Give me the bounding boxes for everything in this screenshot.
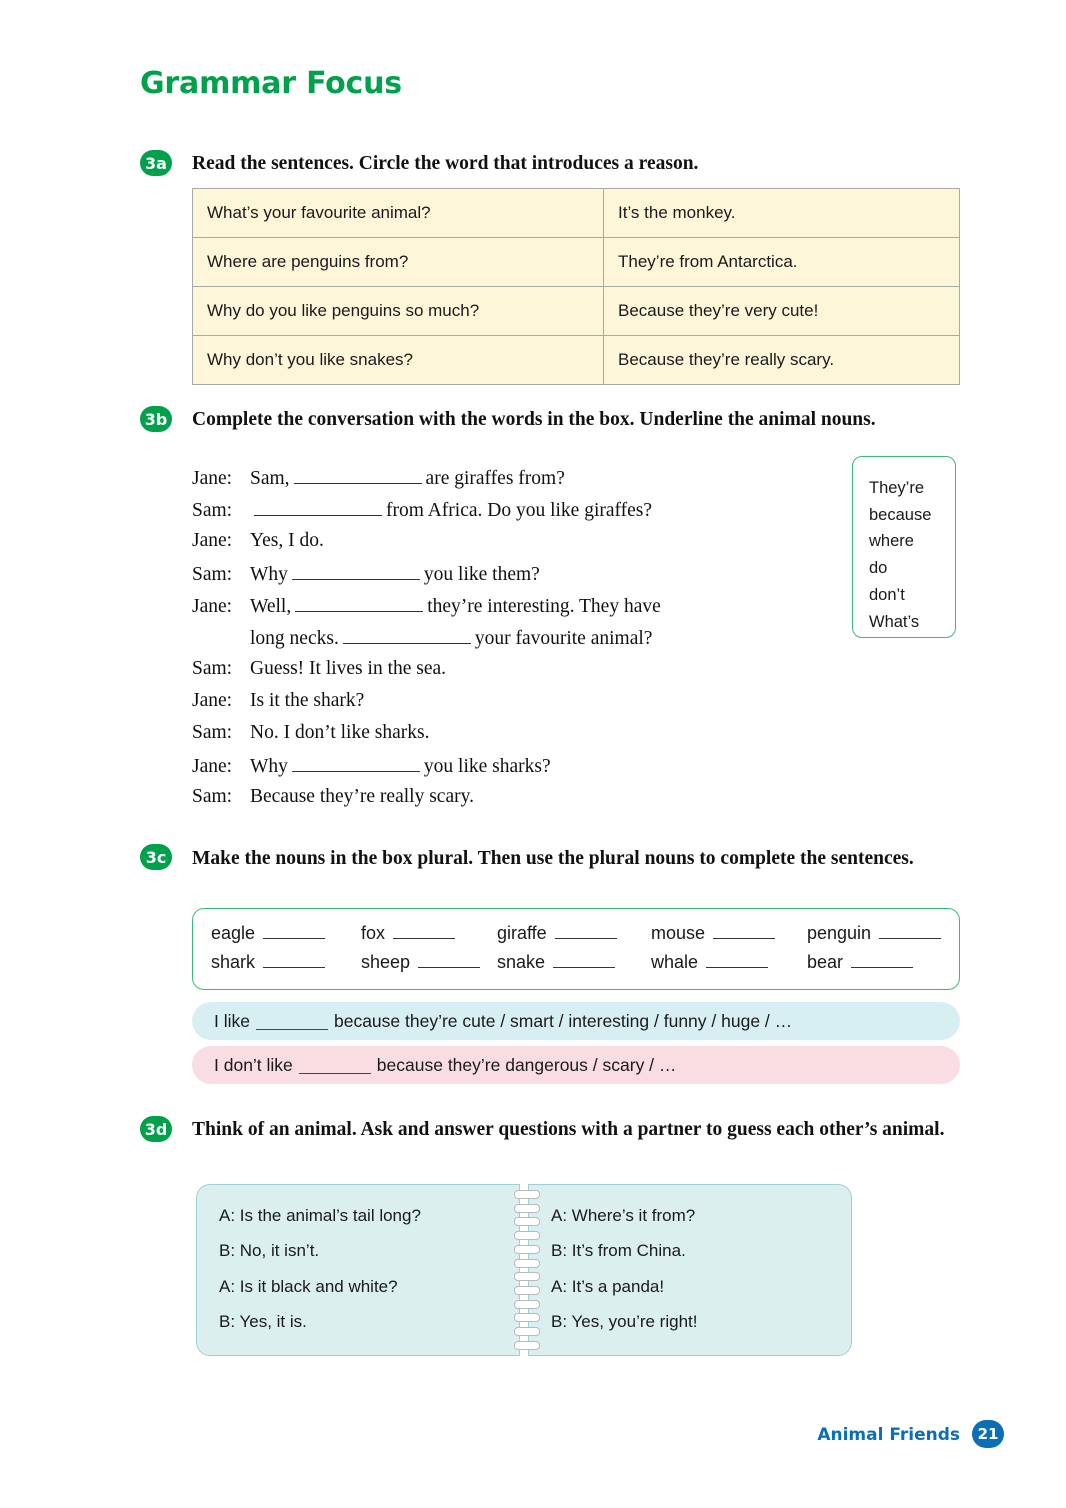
card-line: A: Where’s it from?	[551, 1206, 696, 1225]
exercise-badge-3d: 3d	[140, 1116, 172, 1142]
line-pre: Because they’re really scary.	[250, 786, 474, 807]
noun-item	[497, 921, 651, 944]
answer-blank[interactable]	[851, 950, 913, 968]
noun-row	[211, 921, 941, 950]
speaker-label: Jane:	[192, 596, 233, 617]
word-bank-item: because	[869, 505, 932, 524]
speaker-label: Sam:	[192, 500, 233, 521]
answer-blank[interactable]	[553, 950, 615, 968]
spiral-binding-icon	[514, 1190, 538, 1350]
footer-unit-label: Animal Friends	[817, 1425, 960, 1445]
noun-label: bear	[807, 952, 844, 972]
answer-blank[interactable]	[879, 921, 941, 939]
word-bank-item: They’re	[869, 479, 925, 497]
speaker-label: Jane:	[192, 530, 233, 551]
noun-label: shark	[211, 952, 256, 972]
exercise-badge-3b: 3b	[140, 406, 172, 432]
answer-blank[interactable]	[706, 950, 768, 968]
line-post: you like sharks?	[423, 756, 551, 777]
table-row	[193, 336, 960, 385]
line-post: are giraffes from?	[425, 468, 565, 489]
answer-blank[interactable]	[292, 754, 420, 772]
spiral-ring	[514, 1204, 540, 1213]
line-pre: Guess! It lives in the sea.	[250, 658, 447, 679]
answer-blank[interactable]	[294, 466, 422, 484]
word-bank-item: do	[869, 559, 888, 578]
noun-item	[211, 921, 361, 944]
dialogue-line	[192, 530, 661, 562]
answer-blank[interactable]	[418, 950, 480, 968]
card-line: B: No, it isn’t.	[219, 1241, 320, 1261]
answer-blank[interactable]	[256, 1012, 328, 1030]
line-pre: Well,	[250, 596, 292, 617]
answer-blank[interactable]	[299, 1056, 371, 1074]
answer-blank[interactable]	[292, 562, 420, 580]
noun-label: penguin	[806, 923, 872, 943]
spiral-ring	[514, 1217, 540, 1226]
speaker-label: Sam:	[192, 722, 233, 743]
line-pre: Why	[250, 756, 288, 777]
card-line: A: It’s a panda!	[551, 1276, 665, 1296]
qa-question: What’s your favourite animal?	[193, 189, 604, 238]
noun-row	[211, 950, 941, 979]
dialogue-line	[192, 754, 661, 786]
dialogue-line	[192, 626, 661, 658]
answer-blank[interactable]	[295, 594, 423, 612]
word-bank-3b	[852, 456, 956, 638]
spiral-ring	[514, 1327, 540, 1336]
noun-item	[807, 921, 941, 944]
qa-answer: Because they’re very cute!	[604, 287, 960, 336]
line-post: you like them?	[423, 564, 540, 585]
card-line: B: It’s from China.	[551, 1241, 686, 1261]
speaker-label: Sam:	[192, 786, 233, 807]
dialogue-line	[192, 658, 661, 690]
answer-blank[interactable]	[343, 626, 471, 644]
table-row	[193, 287, 960, 336]
spiral-ring	[514, 1272, 540, 1281]
line-pre: No. I don’t like sharks.	[250, 722, 430, 743]
line-post: from Africa. Do you like giraffes?	[386, 500, 653, 521]
line-pre: Is it the shark?	[250, 690, 365, 711]
speaker-label: Sam:	[192, 564, 233, 585]
table-row	[193, 189, 960, 238]
spiral-ring	[514, 1245, 540, 1254]
answer-blank[interactable]	[263, 950, 325, 968]
noun-item	[807, 950, 913, 973]
strip-post: because they’re dangerous / scary / …	[376, 1054, 677, 1075]
word-bank-item: where	[869, 532, 914, 551]
spiral-ring	[514, 1341, 540, 1350]
strip-pre: I like	[214, 1010, 250, 1031]
dialogue-line	[192, 722, 661, 754]
line-post: your favourite animal?	[474, 628, 653, 649]
line-pre: Yes, I do.	[250, 530, 324, 551]
card-line: B: Yes, it is.	[219, 1311, 307, 1331]
table-row	[193, 238, 960, 287]
answer-blank[interactable]	[555, 921, 617, 939]
answer-blank[interactable]	[713, 921, 775, 939]
noun-label: fox	[360, 923, 385, 943]
word-bank-item: don’t	[869, 585, 905, 604]
qa-answer: It’s the monkey.	[604, 189, 960, 238]
exercise-badge-3c: 3c	[140, 844, 172, 870]
strip-pre: I don’t like	[214, 1054, 293, 1075]
spiral-ring	[514, 1300, 540, 1309]
qa-answer: They’re from Antarctica.	[604, 238, 960, 287]
spiral-ring	[514, 1259, 540, 1268]
noun-label: sheep	[361, 952, 411, 972]
dialogue-line	[192, 690, 661, 722]
noun-label: snake	[497, 952, 546, 972]
noun-item	[651, 950, 807, 973]
qa-question: Where are penguins from?	[193, 238, 604, 287]
exercise-3c-instruction: Make the nouns in the box plural. Then use the plural nouns to complete the sentences.	[192, 848, 914, 869]
card-line: A: Is it black and white?	[219, 1276, 398, 1296]
line-pre: Why	[250, 564, 288, 585]
sentence-strip-dislike	[192, 1046, 960, 1084]
noun-label: mouse	[650, 923, 705, 943]
dialogue-card-right	[528, 1184, 852, 1356]
spiral-ring	[514, 1286, 540, 1295]
noun-label: whale	[651, 952, 699, 972]
noun-item	[211, 950, 361, 973]
line-pre: Sam,	[250, 468, 290, 489]
noun-item	[497, 950, 651, 973]
exercise-badge-3a: 3a	[140, 150, 172, 176]
dialogue-line	[192, 786, 661, 818]
exercise-3b-instruction: Complete the conversation with the words in the box. Underline the animal nouns.	[192, 409, 876, 430]
qa-question: Why don’t you like snakes?	[193, 336, 604, 385]
answer-blank[interactable]	[263, 921, 325, 939]
sentence-strip-like	[192, 1002, 960, 1040]
dialogue-card-left	[196, 1184, 520, 1356]
noun-item	[651, 921, 807, 944]
noun-label: giraffe	[496, 923, 547, 943]
qa-question: Why do you like penguins so much?	[193, 287, 604, 336]
noun-bank-3c	[192, 908, 960, 990]
line-post: they’re interesting. They have	[427, 596, 661, 617]
qa-table	[192, 188, 960, 385]
word-bank-item: What’s	[869, 612, 920, 631]
answer-blank[interactable]	[254, 498, 382, 516]
speaker-label: Jane:	[192, 468, 233, 489]
speaker-label: Jane:	[192, 690, 233, 711]
card-line: A: Is the animal’s tail long?	[219, 1206, 421, 1225]
spiral-ring	[514, 1190, 540, 1199]
speaker-label: Jane:	[192, 756, 233, 777]
spiral-ring	[514, 1231, 540, 1240]
exercise-3a-instruction: Read the sentences. Circle the word that introduces a reason.	[192, 153, 699, 174]
dialogue-line	[192, 498, 661, 530]
page-title: Grammar Focus	[140, 66, 402, 101]
noun-label: eagle	[211, 923, 256, 943]
qa-answer: Because they’re really scary.	[604, 336, 960, 385]
spiral-ring	[514, 1313, 540, 1322]
dialogue-3b	[192, 466, 661, 818]
noun-item	[361, 921, 497, 944]
dialogue-line	[192, 562, 661, 594]
card-line: B: Yes, you’re right!	[551, 1311, 698, 1331]
page-number-badge: 21	[972, 1420, 1004, 1448]
dialogue-line	[192, 466, 661, 498]
exercise-3d-instruction: Think of an animal. Ask and answer questions with a partner to guess each other’s animal.	[192, 1119, 945, 1140]
strip-post: because they’re cute / smart / interesting / funny / huge / …	[333, 1010, 793, 1031]
noun-item	[361, 950, 497, 973]
line-pre: long necks.	[250, 628, 339, 649]
answer-blank[interactable]	[393, 921, 455, 939]
speaker-label: Sam:	[192, 658, 233, 679]
dialogue-line	[192, 594, 661, 626]
dialogue-cards-3d	[196, 1184, 852, 1356]
